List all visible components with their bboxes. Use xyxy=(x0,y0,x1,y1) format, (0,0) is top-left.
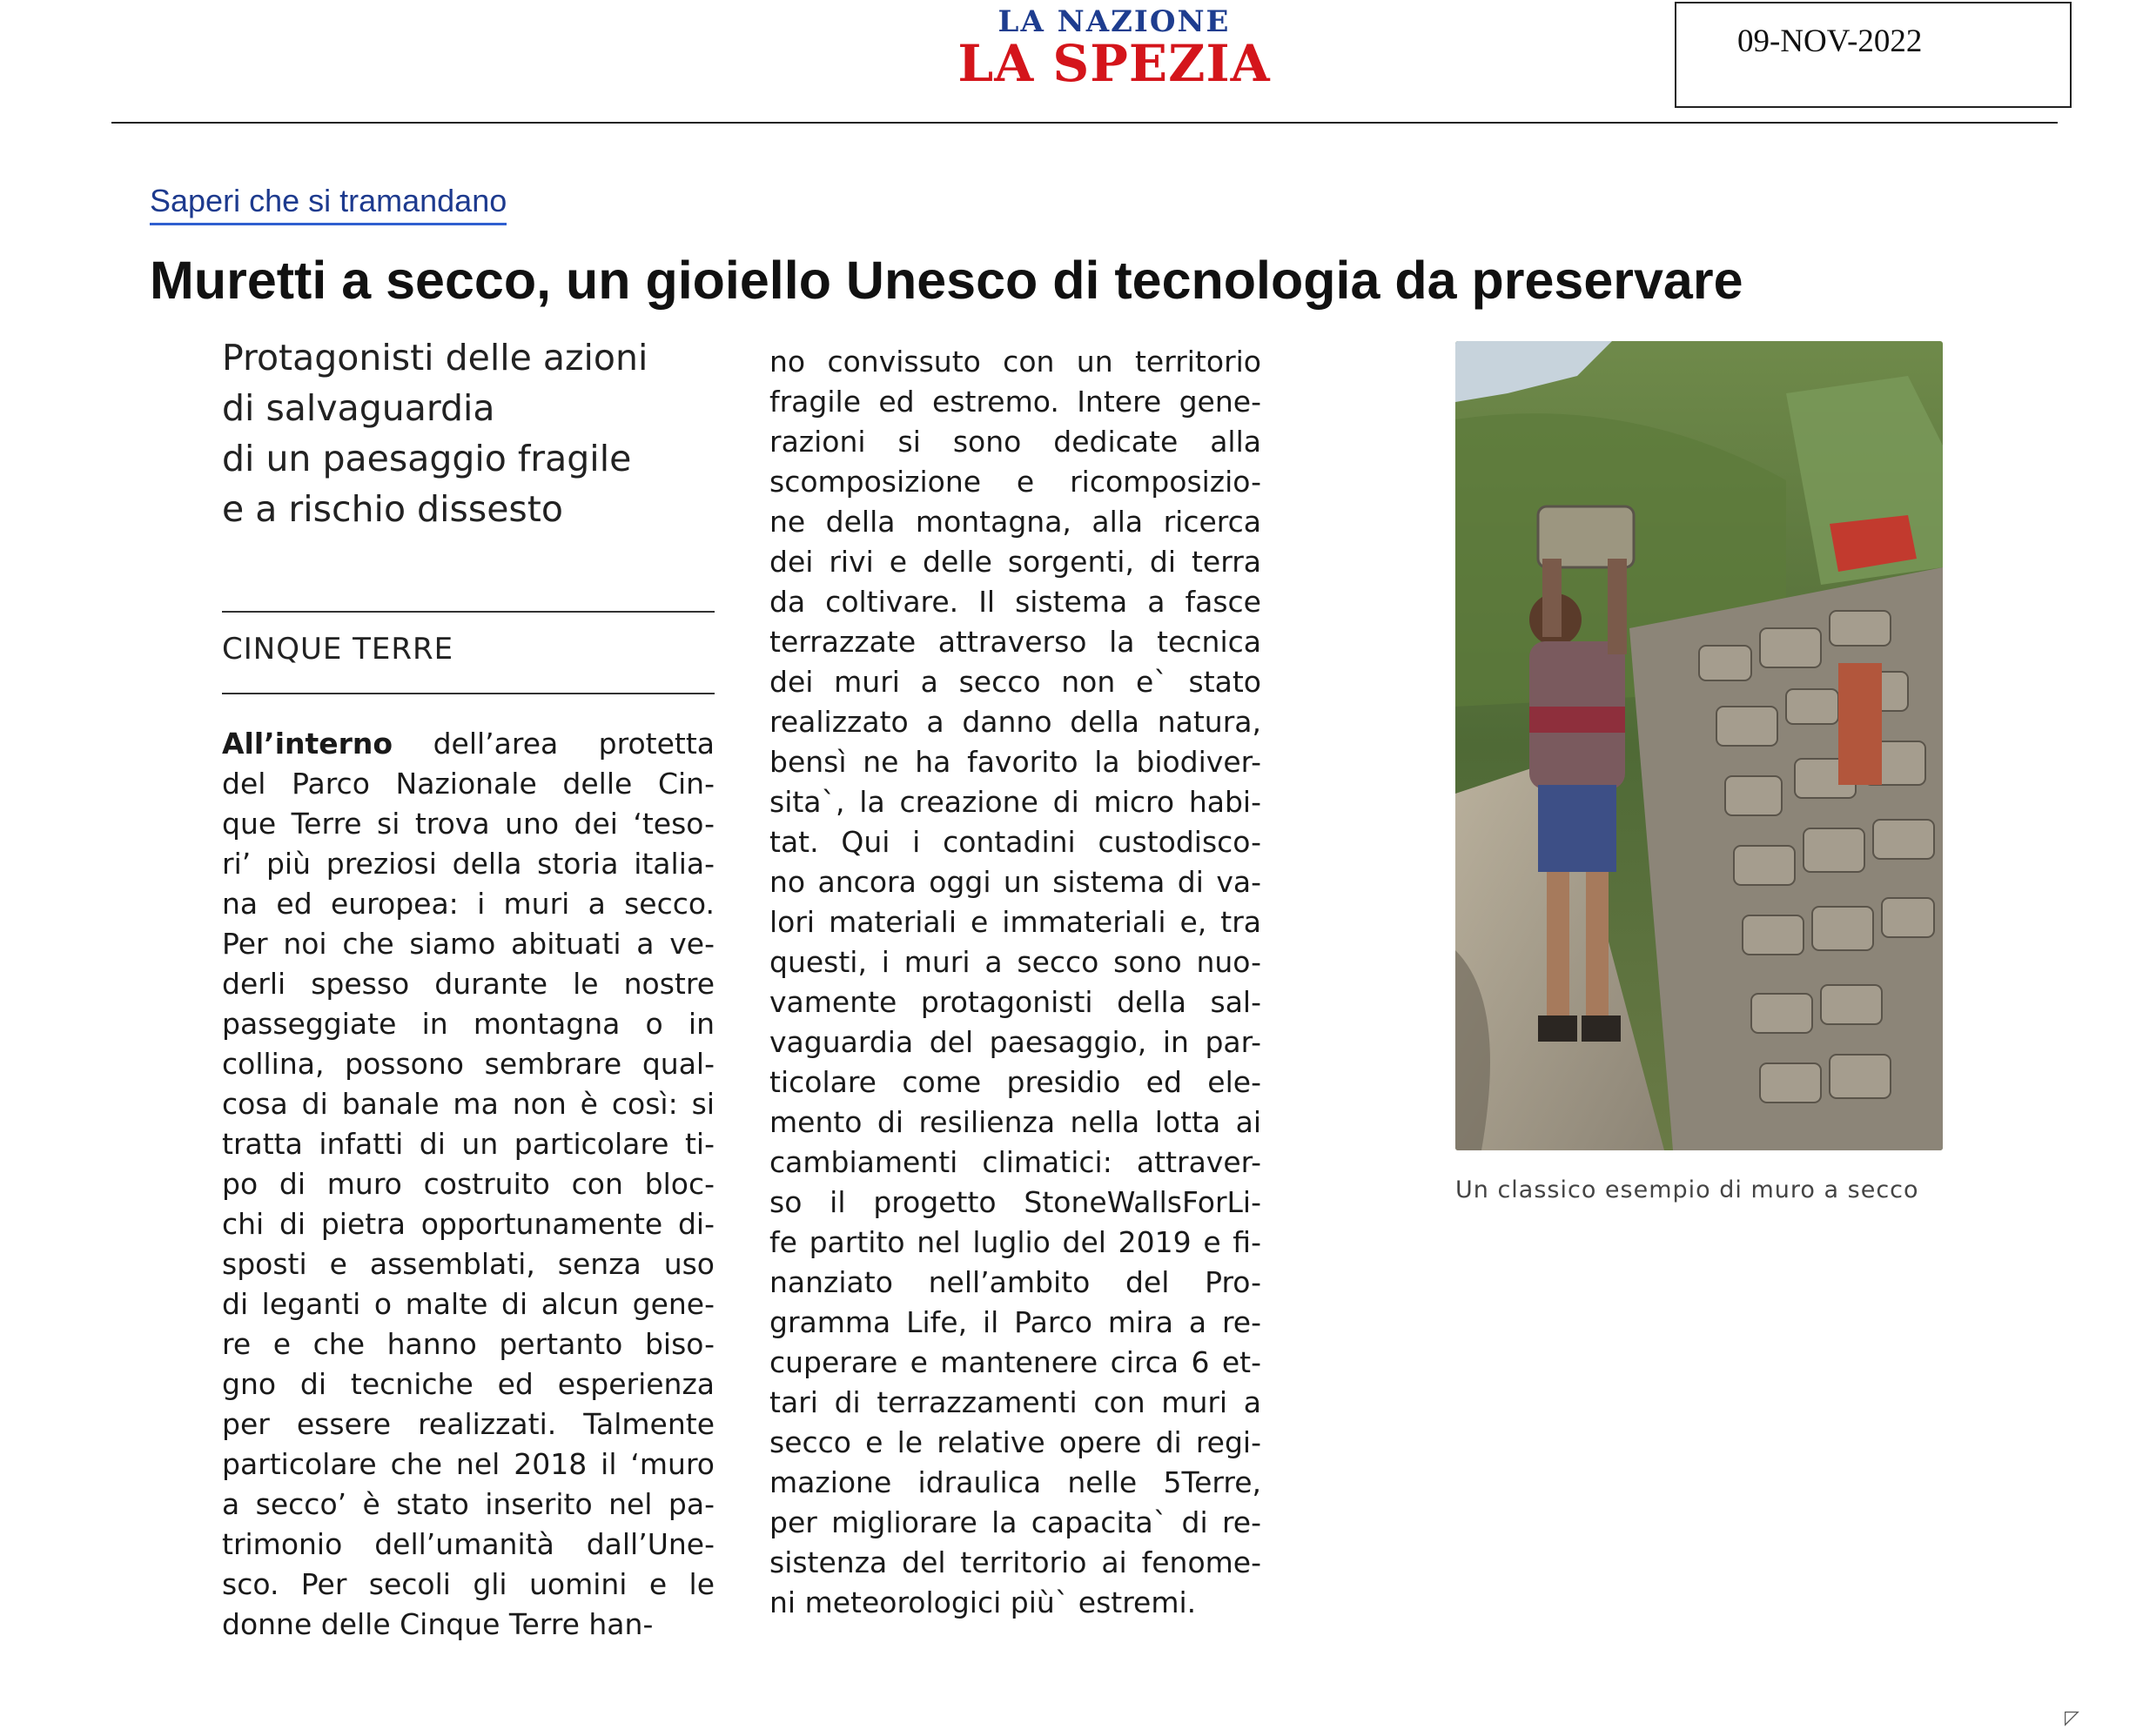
column-line: questi, i muri a secco sono nuo- xyxy=(769,945,1261,979)
masthead-la-nazione: LA NAZIONE xyxy=(997,4,1231,39)
column-line: collina, possono sembrare qual- xyxy=(222,1047,715,1081)
article-column-1 xyxy=(222,724,715,1645)
masthead-la-spezia: LA SPEZIA xyxy=(957,34,1271,93)
subhead-line: di un paesaggio fragile xyxy=(222,438,632,479)
article-place: CINQUE TERRE xyxy=(222,632,454,667)
column-line: re e che hanno pertanto biso- xyxy=(222,1327,715,1361)
column-line: a secco’ è stato inserito nel pa- xyxy=(222,1487,715,1521)
column-line: lori materiali e immateriali e, tra xyxy=(769,905,1261,939)
column-line: vaguardia del paesaggio, in par- xyxy=(769,1025,1261,1059)
column-line: derli spesso durante le nostre xyxy=(222,967,715,1001)
column-line: na ed europea: i muri a secco. xyxy=(222,887,715,921)
subhead-line: Protagonisti delle azioni xyxy=(222,337,648,379)
column-line: ri’ più preziosi della storia italia- xyxy=(222,847,715,881)
article-column-2 xyxy=(769,342,1261,1623)
article-kicker: Saperi che si tramandano xyxy=(150,181,507,225)
column-line: cosa di banale ma non è così: si xyxy=(222,1087,715,1121)
column-line: cuperare e mantenere circa 6 et- xyxy=(769,1345,1261,1379)
place-rule-bottom xyxy=(222,693,715,694)
article-photo xyxy=(1455,341,1943,1150)
column-line: passeggiate in montagna o in xyxy=(222,1007,715,1041)
column-line: po di muro costruito con bloc- xyxy=(222,1167,715,1201)
column-line: cambiamenti climatici: attraver- xyxy=(769,1145,1261,1179)
subhead-line: e a rischio dissesto xyxy=(222,488,563,530)
column-line: chi di pietra opportunamente di- xyxy=(222,1207,715,1241)
column-line: nanziato nell’ambito del Pro- xyxy=(769,1265,1261,1299)
lead-rest: dell’area protetta xyxy=(433,727,715,761)
column-line: ticolare come presidio ed ele- xyxy=(769,1065,1261,1099)
column-line: fe partito nel luglio del 2019 e fi- xyxy=(769,1225,1261,1259)
column-line xyxy=(222,724,715,764)
article-headline: Muretti a secco, un gioiello Unesco di tecnologia da preservare xyxy=(150,251,1743,310)
column-line: razioni si sono dedicate alla xyxy=(769,425,1261,459)
column-line: Per noi che siamo abituati a ve- xyxy=(222,927,715,961)
column-line: que Terre si trova uno dei ‘teso- xyxy=(222,807,715,841)
page-corner-icon: ◸ xyxy=(2065,1707,2079,1729)
lead-bold: All’interno xyxy=(222,727,393,761)
column-line: sita`, la creazione di micro habi- xyxy=(769,785,1261,819)
column-line: trimonio dell’umanità dall’Une- xyxy=(222,1527,715,1561)
publication-date: 09-NOV-2022 xyxy=(1737,23,1923,59)
column-line: so il progetto StoneWallsForLi- xyxy=(769,1185,1261,1219)
place-rule-top xyxy=(222,611,715,613)
column-line last: ni meteorologici più` estremi. xyxy=(769,1585,1197,1619)
column-line: vamente protagonisti della sal- xyxy=(769,985,1261,1019)
column-line: no convissuto con un territorio xyxy=(769,345,1261,379)
date-box xyxy=(1675,2,2072,108)
column-line: dei muri a secco non e` stato xyxy=(769,665,1261,699)
column-line: dei rivi e delle sorgenti, di terra xyxy=(769,545,1261,579)
column-line: sco. Per secoli gli uomini e le xyxy=(222,1567,715,1601)
column-line: fragile ed estremo. Intere gene- xyxy=(769,385,1261,419)
column-line: realizzato a danno della natura, xyxy=(769,705,1261,739)
column-line: da coltivare. Il sistema a fasce xyxy=(769,585,1261,619)
photo-caption: Un classico esempio di muro a secco xyxy=(1455,1176,1919,1203)
column-line: per migliorare la capacita` di re- xyxy=(769,1505,1261,1539)
column-line: sistenza del territorio ai fenome- xyxy=(769,1545,1261,1579)
masthead xyxy=(931,4,1297,93)
column-line: gramma Life, il Parco mira a re- xyxy=(769,1305,1261,1339)
column-line: del Parco Nazionale delle Cin- xyxy=(222,767,715,801)
column-line: donne delle Cinque Terre han- xyxy=(222,1607,654,1641)
column-line: mazione idraulica nelle 5Terre, xyxy=(769,1465,1261,1499)
column-line: sposti e assemblati, senza uso xyxy=(222,1247,715,1281)
header-rule xyxy=(111,122,2058,124)
column-line: tari di terrazzamenti con muri a xyxy=(769,1385,1261,1419)
column-line: ne della montagna, alla ricerca xyxy=(769,505,1261,539)
column-line: terrazzate attraverso la tecnica xyxy=(769,625,1261,659)
column-line: scomposizione e ricomposizio- xyxy=(769,465,1261,499)
column-line: tratta infatti di un particolare ti- xyxy=(222,1127,715,1161)
column-line: secco e le relative opere di regi- xyxy=(769,1425,1261,1459)
column-line: di leganti o malte di alcun gene- xyxy=(222,1287,715,1321)
column-line: particolare che nel 2018 il ‘muro xyxy=(222,1447,715,1481)
column-line: mento di resilienza nella lotta ai xyxy=(769,1105,1261,1139)
subhead-line: di salvaguardia xyxy=(222,387,495,429)
column-line: gno di tecniche ed esperienza xyxy=(222,1367,715,1401)
column-line: bensì ne ha favorito la biodiver- xyxy=(769,745,1261,779)
column-line: per essere realizzati. Talmente xyxy=(222,1407,715,1441)
article-subhead xyxy=(222,332,709,534)
column-line: tat. Qui i contadini custodisco- xyxy=(769,825,1261,859)
column-line: no ancora oggi un sistema di va- xyxy=(769,865,1261,899)
dry-stone-wall-photo xyxy=(1455,341,1943,1150)
